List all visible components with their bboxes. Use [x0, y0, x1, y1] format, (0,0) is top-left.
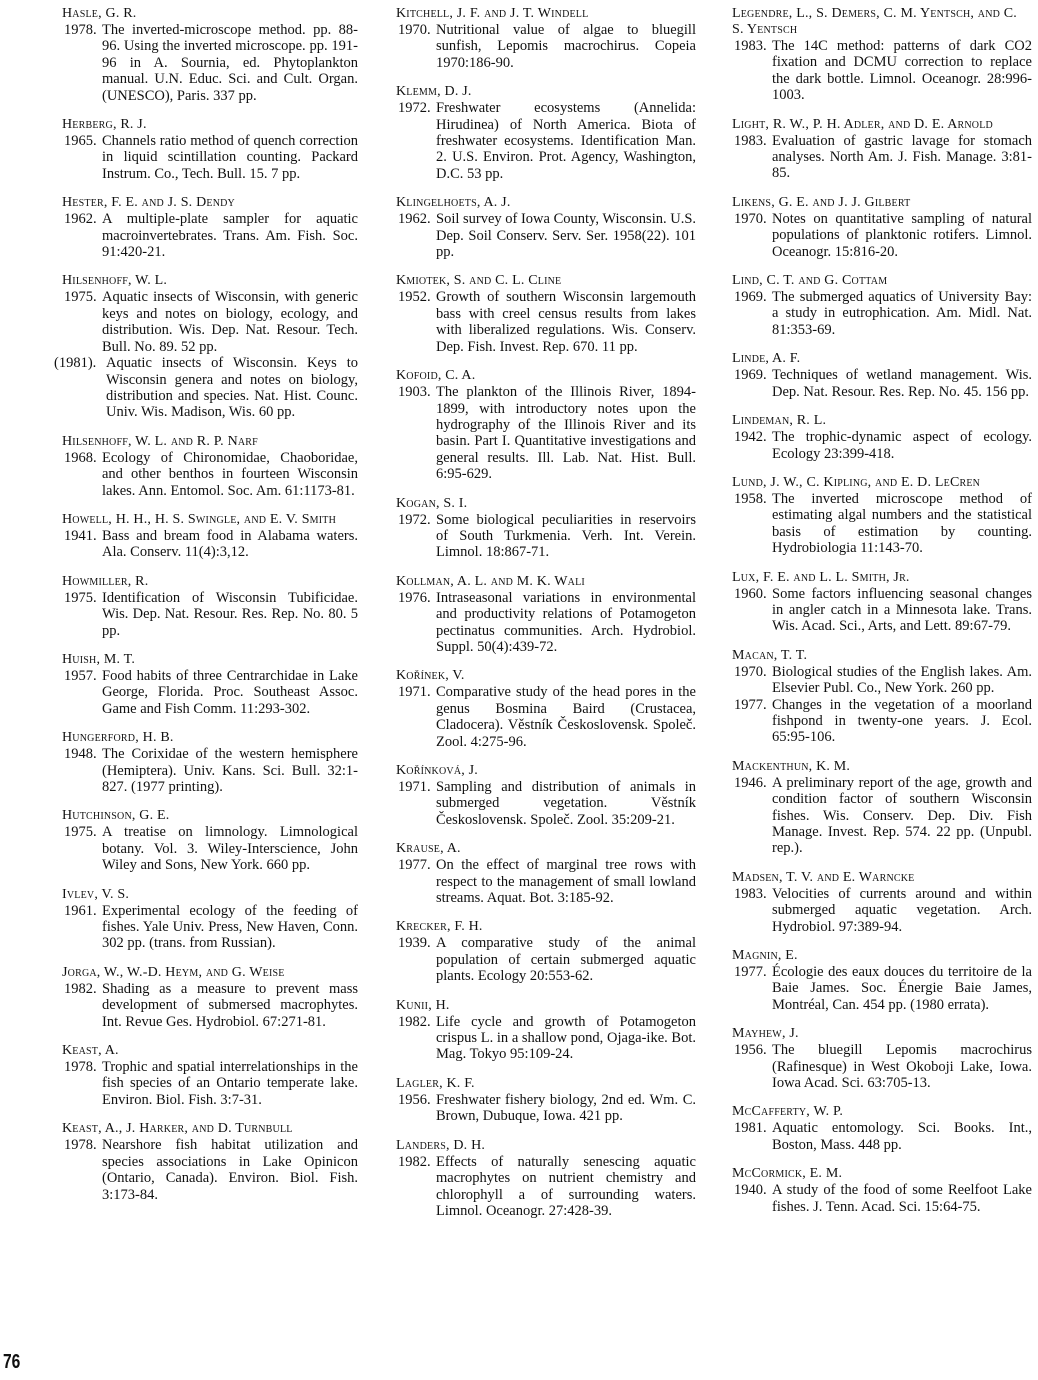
reference-entry [62, 195, 358, 260]
reference-citation [396, 1014, 696, 1063]
reference-citation [62, 289, 358, 355]
citation-year: 1975. [64, 824, 97, 841]
citation-text: Freshwater fishery biology, 2nd ed. Wm. C. Brown, Dubuque, Iowa. 421 pp. [436, 1091, 696, 1125]
reference-entry [396, 1138, 696, 1220]
citation-year: 1971. [398, 684, 431, 701]
reference-citation [62, 981, 358, 1030]
citation-text: Aquatic insects of Wisconsin, with generic keys and notes on biology, ecology, and distribution. Wis. Dep. Nat. Resour. Tech. Bull. No. 89. 52 pp. [102, 289, 358, 355]
reference-author: Keast, A. [62, 1043, 119, 1059]
citation-year: 1960. [734, 585, 767, 602]
reference-author: Lagler, K. F. [396, 1075, 475, 1091]
reference-citation [396, 289, 696, 355]
reference-citation [62, 1137, 358, 1203]
citation-year: 1975. [64, 289, 97, 306]
reference-entry [396, 84, 696, 182]
citation-text: The bluegill Lepomis macrochirus (Rafinesque) in West Okoboji Lake, Iowa. Iowa Acad. Sci. 63:705-13. [772, 1042, 1032, 1092]
citation-year: 1982. [398, 1153, 431, 1170]
reference-citation [396, 22, 696, 71]
citation-text: Some biological peculiarities in reservoirs of South Turkmenia. Verh. Int. Verein. Limnol. 18:867-71. [436, 511, 696, 561]
citation-text: Shading as a measure to prevent mass development of submersed macrophytes. Int. Revue Ges. Hydrobiol. 67:271-81. [102, 980, 358, 1030]
reference-citation [62, 668, 358, 717]
reference-citation [732, 211, 1032, 260]
reference-citation [62, 903, 358, 952]
citation-year: 1977. [734, 696, 767, 713]
reference-citation [732, 38, 1032, 104]
reference-entry [732, 1104, 1032, 1153]
citation-year: 1956. [734, 1042, 767, 1059]
citation-text: Nearshore fish habitat utilization and species associations in Lake Opinicon (Ontario, Canada). Environ. Biol. Fish. 3:173-84. [102, 1137, 358, 1203]
citation-text: A multiple-plate sampler for aquatic macroinvertebrates. Trans. Am. Fish. Soc. 91:420-21. [102, 211, 358, 261]
reference-citation [62, 590, 358, 639]
citation-year: 1962. [398, 211, 431, 228]
reference-entry [396, 1076, 696, 1125]
citation-year: 1978. [64, 1137, 97, 1154]
reference-author: Light, R. W., P. H. Adler, and D. E. Arnold [732, 116, 993, 132]
citation-year: 1956. [398, 1091, 431, 1108]
citation-text: A comparative study of the animal population of certain submerged aquatic plants. Ecology 20:553-62. [436, 935, 696, 985]
citation-text: The Corixidae of the western hemisphere (Hemiptera). Univ. Kans. Sci. Bull. 32:1-827. (1977 printing). [102, 746, 358, 795]
reference-column-middle [396, 6, 696, 1232]
reference-citation [732, 367, 1032, 400]
reference-author: Mayhew, J. [732, 1026, 799, 1042]
reference-citation [732, 1120, 1032, 1153]
reference-citation [732, 886, 1032, 935]
citation-text: Biological studies of the English lakes. Am. Elsevier Publ. Co., New York. 260 pp. [772, 663, 1032, 697]
reference-entry [732, 570, 1032, 635]
reference-entry [396, 841, 696, 906]
citation-text: Comparative study of the head pores in the genus Bosmina Baird (Crustacea, Cladocera). Věstník Československ. Společ. Zool. 4:275-96. [436, 684, 696, 750]
reference-author: Klemm, D. J. [396, 84, 472, 100]
citation-text: Techniques of wetland management. Wis. Dep. Nat. Resour. Res. Rep. No. 45. 156 pp. [772, 367, 1032, 400]
citation-year: 1948. [64, 746, 97, 763]
citation-year: 1941. [64, 527, 97, 544]
reference-entry [732, 1026, 1032, 1091]
citation-text: Bass and bream food in Alabama waters. Ala. Conserv. 11(4):3,12. [102, 527, 358, 561]
reference-entry [396, 668, 696, 750]
reference-author: Kitchell, J. F. and J. T. Windell [396, 6, 589, 21]
reference-author: Likens, G. E. and J. J. Gilbert [732, 194, 911, 210]
citation-text: A preliminary report of the age, growth and condition factor of southern Wisconsin fishes. Wis. Conserv. Dep. Div. Fish Manage. Invest. Rep. 574. 22 pp. (Unpubl. rep.). [772, 774, 1032, 857]
citation-text: Experimental ecology of the feeding of fishes. Yale Univ. Press, New Haven, Conn. 302 pp. (trans. from Russian). [102, 902, 358, 952]
reference-author: Huish, M. T. [62, 651, 136, 667]
citation-year: 1978. [64, 1059, 97, 1076]
reference-author: McCafferty, W. P. [732, 1104, 844, 1120]
reference-author: Lux, F. E. and L. L. Smith, Jr. [732, 569, 910, 585]
reference-citation [732, 1042, 1032, 1091]
reference-author: Linde, A. F. [732, 351, 801, 367]
reference-author: Kořínek, V. [396, 668, 465, 684]
reference-author: Lindeman, R. L. [732, 413, 827, 429]
reference-entry [396, 6, 696, 71]
reference-citation [62, 746, 358, 795]
reference-author: Hester, F. E. and J. S. Dendy [62, 195, 235, 211]
reference-citation [54, 355, 358, 421]
reference-citation [396, 935, 696, 984]
reference-entry [732, 475, 1032, 557]
reference-author: Kollman, A. L. and M. K. Wali [396, 573, 585, 589]
reference-entry [62, 652, 358, 717]
reference-author: Hilsenhoff, W. L. and R. P. Narf [62, 433, 258, 449]
reference-citation [62, 1059, 358, 1108]
citation-year: 1968. [64, 449, 97, 466]
reference-entry [396, 368, 696, 482]
reference-entry [396, 496, 696, 561]
reference-entry [732, 413, 1032, 462]
citation-text: Écologie des eaux douces du territoire de la Baie James. Soc. Énergie Baie James, Montréal, Can. 454 pp. (1980 errata). [772, 964, 1032, 1013]
citation-year: 1977. [734, 964, 767, 981]
reference-citation [396, 512, 696, 561]
citation-year: 1952. [398, 289, 431, 306]
reference-entry [62, 6, 358, 104]
reference-author: Kofoid, C. A. [396, 368, 476, 384]
reference-citation [62, 528, 358, 561]
reference-citation [732, 1182, 1032, 1215]
reference-citation [62, 133, 358, 182]
page-number: 76 [3, 1351, 21, 1373]
reference-citation [62, 22, 358, 104]
citation-text: The trophic-dynamic aspect of ecology. Ecology 23:399-418. [772, 429, 1032, 462]
citation-year: 1942. [734, 429, 767, 446]
reference-entry [396, 919, 696, 984]
reference-author: Kogan, S. I. [396, 495, 468, 511]
reference-entry [62, 887, 358, 952]
citation-year: 1971. [398, 779, 431, 795]
citation-text: Trophic and spatial interrelationships in the fish species of an Ontario temperate lake. Environ. Biol. Fish. 3:7-31. [102, 1059, 358, 1108]
reference-citation [396, 100, 696, 182]
reference-entry [54, 273, 358, 421]
reference-author: Hutchinson, G. E. [62, 808, 170, 824]
reference-citation [732, 429, 1032, 462]
reference-citation [732, 664, 1032, 697]
citation-year: (1981). [54, 355, 97, 372]
citation-year: 1975. [64, 589, 97, 606]
reference-entry [732, 273, 1032, 338]
citation-year: 1972. [398, 511, 431, 528]
reference-author: Kořínková, J. [396, 763, 478, 778]
reference-citation [396, 684, 696, 750]
citation-year: 1965. [64, 133, 97, 150]
citation-year: 1983. [734, 885, 767, 902]
citation-year: 1939. [398, 935, 431, 952]
reference-author: McCormick, E. M. [732, 1166, 843, 1182]
citation-year: 1970. [734, 663, 767, 680]
citation-year: 1958. [734, 490, 767, 507]
reference-author: Lind, C. T. and G. Cottam [732, 273, 888, 289]
reference-citation [732, 586, 1032, 635]
citation-text: The 14C method: patterns of dark CO2 fixation and DCMU correction to replace the dark bottle. Limnol. Oceanogr. 28:996-1003. [772, 38, 1032, 104]
citation-year: 1977. [398, 857, 431, 874]
reference-column-right [732, 6, 1032, 1228]
citation-text: The inverted microscope method of estimating algal numbers and the statistical basis of estimation by counting. Hydrobiologia 11:143-70. [772, 490, 1032, 557]
reference-author: Legendre, L., S. Demers, C. M. Yentsch, and C. S. Yentsch [732, 6, 1017, 37]
citation-text: Life cycle and growth of Potamogeton crispus L. in a shallow pond, Ojaga-ike. Bot. Mag. Tokyo 95:109-24. [436, 1013, 696, 1063]
reference-author: Lund, J. W., C. Kipling, and E. D. LeCren [732, 474, 981, 490]
citation-year: 1982. [398, 1013, 431, 1030]
citation-text: Notes on quantitative sampling of natural populations of planktonic rotifers. Limnol. Oceanogr. 15:816-20. [772, 210, 1032, 260]
citation-year: 1961. [64, 902, 97, 919]
reference-citation [732, 133, 1032, 182]
reference-citation [396, 211, 696, 260]
reference-author: Klingelhoets, A. J. [396, 195, 511, 211]
citation-year: 1983. [734, 38, 767, 54]
reference-entry [62, 574, 358, 639]
citation-year: 1962. [64, 211, 97, 228]
reference-column-left [54, 6, 358, 1216]
citation-text: Ecology of Chironomidae, Chaoboridae, and other benthos in fourteen Wisconsin lakes. Ann. Entomol. Soc. Am. 61:1173-81. [102, 449, 358, 499]
citation-year: 1970. [398, 22, 431, 38]
reference-entry [396, 998, 696, 1063]
citation-text: The submerged aquatics of University Bay: a study in eutrophication. Am. Midl. Nat. 81:353-69. [772, 289, 1032, 338]
reference-citation [732, 964, 1032, 1013]
reference-author: Hasle, G. R. [62, 6, 137, 21]
citation-text: On the effect of marginal tree rows with respect to the management of small lowland streams. Aquat. Bot. 3:185-92. [436, 857, 696, 907]
reference-entry [732, 948, 1032, 1013]
reference-citation [396, 857, 696, 906]
citation-text: Velocities of currents around and within submerged aquatic vegetation. Arch. Hydrobiol. 97:389-94. [772, 885, 1032, 935]
reference-author: Magnin, E. [732, 948, 798, 964]
reference-citation [396, 1154, 696, 1220]
reference-entry [732, 870, 1032, 935]
citation-year: 1982. [64, 980, 97, 997]
reference-author: Keast, A., J. Harker, and D. Turnbull [62, 1121, 293, 1137]
citation-text: Aquatic entomology. Sci. Books. Int., Boston, Mass. 448 pp. [772, 1120, 1032, 1153]
reference-entry [62, 1121, 358, 1203]
reference-author: Howmiller, R. [62, 573, 149, 589]
citation-text: The inverted-microscope method. pp. 88-96. Using the inverted microscope. pp. 191-96 in A. Sournia, ed. Phytoplankton manual. U.N. Educ. Sci. and Cult. Organ. (UNESCO), Paris. 337 pp. [102, 22, 358, 104]
citation-text: A treatise on limnology. Limnological botany. Vol. 3. Wiley-Interscience, John Wiley and Sons, New York. 660 pp. [102, 824, 358, 874]
reference-author: Hungerford, H. B. [62, 730, 174, 746]
reference-citation [62, 824, 358, 873]
citation-text: Some factors influencing seasonal changes in angler catch in a Minnesota lake. Trans. Wis. Acad. Sci., Arts, and Lett. 89:67-79. [772, 585, 1032, 635]
reference-entry [732, 759, 1032, 857]
reference-entry [396, 273, 696, 355]
reference-entry [62, 434, 358, 499]
citation-text: Effects of naturally senescing aquatic macrophytes on nutrient chemistry and chlorophyll a of surrounding waters. Limnol. Oceanogr. 27:428-39. [436, 1153, 696, 1219]
citation-year: 1976. [398, 589, 431, 606]
reference-author: Mackenthun, K. M. [732, 758, 851, 774]
citation-year: 1969. [734, 367, 767, 384]
citation-text: Soil survey of Iowa County, Wisconsin. U.S. Dep. Soil Conserv. Serv. Ser. 1958(22). 101 pp. [436, 211, 697, 261]
citation-year: 1903. [398, 384, 431, 401]
citation-year: 1978. [64, 22, 97, 38]
reference-citation [396, 384, 696, 482]
reference-citation [732, 491, 1032, 557]
reference-entry [732, 195, 1032, 260]
reference-entry [732, 1166, 1032, 1215]
reference-citation [732, 775, 1032, 857]
citation-year: 1940. [734, 1182, 767, 1199]
reference-citation [62, 450, 358, 499]
reference-entry [732, 117, 1032, 182]
citation-text: Growth of southern Wisconsin largemouth bass with creel census results from lakes with liberalized regulations. Wis. Conserv. Dep. Fish. Invest. Rep. 670. 11 pp. [436, 289, 696, 355]
reference-entry [732, 648, 1032, 746]
citation-year: 1946. [734, 774, 767, 791]
reference-citation [732, 697, 1032, 746]
citation-year: 1983. [734, 132, 767, 149]
reference-author: Ivlev, V. S. [62, 886, 130, 902]
citation-year: 1957. [64, 667, 97, 684]
reference-entry [396, 195, 696, 260]
reference-entry [396, 763, 696, 828]
reference-author: Herberg, R. J. [62, 117, 147, 133]
reference-author: Krause, A. [396, 841, 461, 857]
reference-entry [62, 808, 358, 873]
citation-text: Intraseasonal variations in environmental and productivity relations of Potamogeton pectinatus communities. Arch. Hydrobiol. Suppl. 50(4):439-72. [436, 589, 696, 655]
citation-text: Sampling and distribution of animals in submerged vegetation. Věstník Československ. Společ. Zool. 35:209-21. [436, 779, 696, 828]
citation-text: The plankton of the Illinois River, 1894-1899, with introductory notes upon the hydrography of the Illinois River and its basin. Part I. Quantitative investigations and general results. Ill. Lab. Nat. Hist. Bull. 6:95-629. [436, 384, 696, 483]
citation-text: A study of the food of some Reelfoot Lake fishes. J. Tenn. Acad. Sci. 15:64-75. [772, 1182, 1032, 1215]
reference-entry [396, 574, 696, 656]
citation-year: 1969. [734, 289, 767, 306]
reference-entry [62, 730, 358, 795]
citation-text: Freshwater ecosystems (Annelida: Hirudinea) of North America. Biota of freshwater ecosystems. Identification Man. 2. U.S. Environ. Prot. Agency, Washington, D.C. 53 pp. [436, 100, 696, 182]
citation-text: Evaluation of gastric lavage for stomach analyses. North Am. J. Fish. Manage. 3:81-85. [772, 132, 1032, 182]
reference-citation [732, 289, 1032, 338]
reference-author: Madsen, T. V. and E. Warncke [732, 869, 915, 885]
citation-text: Changes in the vegetation of a moorland fishpond in twenty-one years. J. Ecol. 65:95-106. [772, 696, 1032, 746]
reference-author: Hilsenhoff, W. L. [62, 273, 168, 289]
citation-text: Nutritional value of algae to bluegill sunfish, Lepomis macrochirus. Copeia 1970:186-90. [436, 22, 696, 71]
citation-year: 1972. [398, 100, 431, 117]
citation-text: Channels ratio method of quench correction in liquid scintillation counting. Packard Instrum. Co., Tech. Bull. 15. 7 pp. [102, 133, 358, 182]
reference-entry [732, 351, 1032, 400]
reference-author: Kunii, H. [396, 997, 450, 1013]
reference-author: Macan, T. T. [732, 647, 808, 663]
citation-text: Food habits of three Centrarchidae in Lake George, Florida. Proc. Southeast Assoc. Game and Fish Comm. 11:293-302. [102, 667, 358, 717]
reference-author: Kmiotek, S. and C. L. Cline [396, 273, 562, 289]
reference-citation [396, 1092, 696, 1125]
reference-author: Howell, H. H., H. S. Swingle, and E. V. Smith [62, 511, 337, 527]
reference-author: Jorga, W., W.-D. Heym, and G. Weise [62, 964, 285, 980]
reference-entry [62, 117, 358, 182]
reference-citation [62, 211, 358, 260]
citation-year: 1981. [734, 1120, 767, 1137]
reference-entry [62, 1043, 358, 1108]
reference-citation [396, 590, 696, 656]
citation-year: 1970. [734, 210, 767, 227]
reference-entry [62, 965, 358, 1030]
citation-text: Aquatic insects of Wisconsin. Keys to Wisconsin genera and notes on biology, distribution and species. Nat. Hist. Counc. Univ. Wis. Madison, Wis. 60 pp. [106, 355, 358, 421]
reference-citation [396, 779, 696, 828]
reference-author: Krecker, F. H. [396, 919, 483, 935]
reference-author: Landers, D. H. [396, 1137, 486, 1153]
reference-entry [732, 6, 1032, 104]
reference-entry [62, 512, 358, 561]
citation-text: Identification of Wisconsin Tubificidae. Wis. Dep. Nat. Resour. Res. Rep. No. 80. 5 pp. [102, 589, 358, 639]
